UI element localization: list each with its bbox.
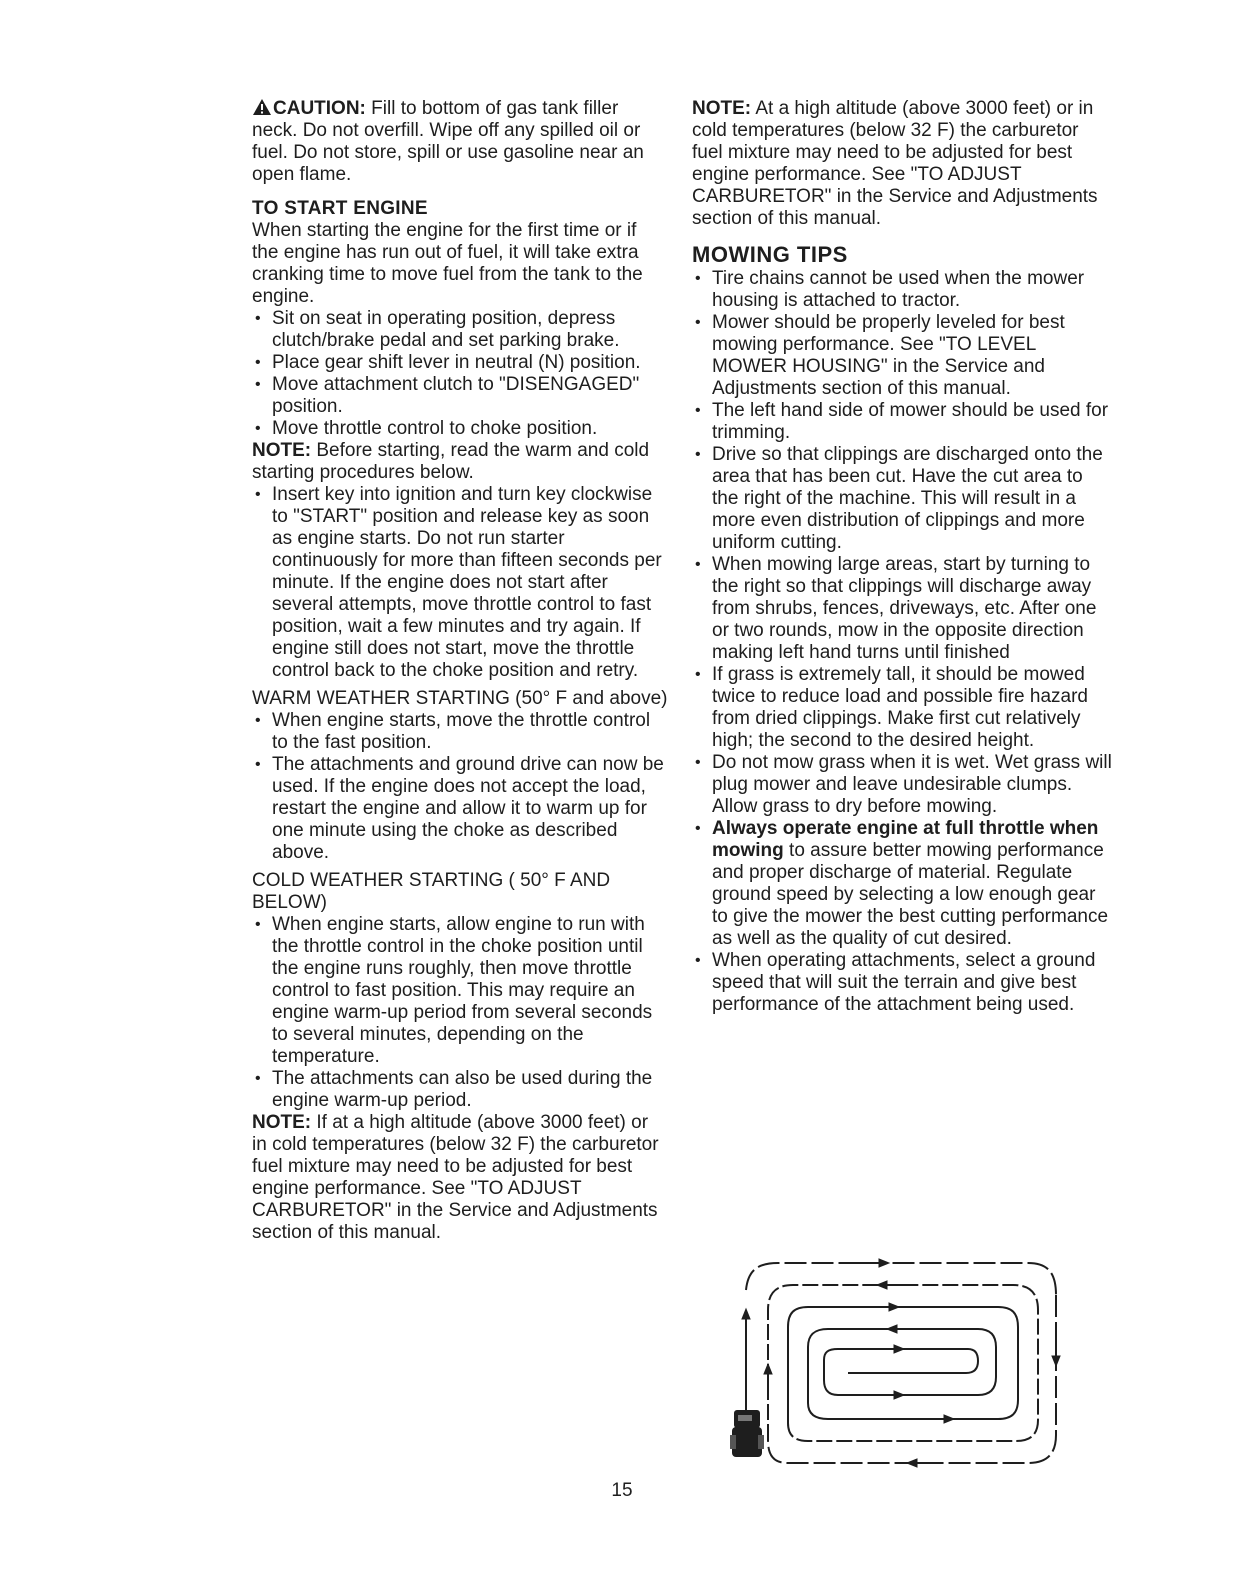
altitude-note-right: [692, 98, 1112, 230]
list-item: • Drive so that clippings are discharged onto the area that has been cut. Have the cut area to the right of the machine. This will result in a more even distribution of clippings and more uniform cutting.: [692, 444, 1112, 554]
page-number: 15: [611, 1480, 633, 1501]
right-column: [692, 98, 1112, 1016]
list-item: • Do not mow grass when it is wet. Wet grass will plug mower and leave undesirable clumps. Allow grass to dry before mowing.: [692, 752, 1112, 818]
start-engine-intro: When starting the engine for the first time or if the engine has run out of fuel, it will take extra cranking time to move fuel from the tank to the engine.: [252, 220, 643, 307]
list-item: • Move throttle control to choke position.: [252, 418, 668, 440]
caution-label: CAUTION:: [273, 98, 366, 119]
list-item: • Sit on seat in operating position, depress clutch/brake pedal and set parking brake.: [252, 308, 668, 352]
start-engine-note: [252, 440, 668, 484]
throttle-bold-text: Always operate engine at full throttle when mowing: [712, 818, 1099, 861]
list-item: • Place gear shift lever in neutral (N) position.: [252, 352, 668, 374]
note-text: Before starting, read the warm and cold starting procedures below.: [252, 440, 650, 483]
start-engine-steps: [252, 308, 668, 440]
list-item: [692, 818, 1112, 950]
caution-paragraph: [252, 98, 668, 186]
tractor-icon: [730, 1410, 764, 1457]
list-item: • If grass is extremely tall, it should be mowed twice to reduce load and possible fire hazard from dried clippings. Make first cut relatively high; the second to the desired height.: [692, 664, 1112, 752]
list-item: • When engine starts, allow engine to run with the throttle control in the choke position until the engine runs roughly, then move throttle control to fast position. This may require an engine warm-up period from several seconds to several minutes, depending on the temperature.: [252, 914, 668, 1068]
note-text: At a high altitude (above 3000 feet) or in cold temperatures (below 32 F) the carburetor fuel mixture may need to be adjusted for best engine performance. See "TO ADJUST CARBURETOR" in the Service and Adjustments section of this manual.: [692, 98, 1098, 229]
throttle-text: to assure better mowing performance and proper discharge of material. Regulate ground speed by selecting a low enough gear to give the mower the best cutting performance as well as the quality of cut desired.: [712, 840, 1109, 949]
cold-weather-list: [252, 914, 668, 1112]
start-engine-steps-2: [252, 484, 668, 682]
list-item: • The left hand side of mower should be used for trimming.: [692, 400, 1112, 444]
caution-text: Fill to bottom of gas tank filler neck. Do not overfill. Wipe off any spilled oil or fuel. Do not store, spill or use gasoline near an open flame.: [252, 98, 644, 185]
altitude-note: [252, 1112, 668, 1244]
note-label: NOTE:: [692, 98, 752, 119]
mowing-pattern-diagram: [728, 1255, 1068, 1470]
mowing-tips-heading: MOWING TIPS: [692, 242, 848, 267]
mowing-tips-list: [692, 268, 1112, 1016]
list-item: • When mowing large areas, start by turning to the right so that clippings will discharge away from shrubs, fences, driveways, etc. After one or two rounds, mow in the opposite direction making left hand turns until finished: [692, 554, 1112, 664]
start-engine-heading: TO START ENGINE: [252, 198, 428, 219]
note-text: If at a high altitude (above 3000 feet) or in cold temperatures (below 32 F) the carburetor fuel mixture may need to be adjusted for best engine performance. See "TO ADJUST CARBURETOR" in the Service and Adjustments section of this manual.: [252, 1112, 659, 1243]
cold-weather-heading: COLD WEATHER STARTING ( 50° F AND BELOW): [252, 870, 611, 913]
left-column: [252, 98, 668, 1244]
list-item: • Insert key into ignition and turn key clockwise to "START" position and release key as soon as engine starts. Do not run starter continuously for more than fifteen seconds per minute. If the engine does not start after several attempts, move throttle control to fast position, wait a few minutes and try again. If engine still does not start, move the throttle control back to the choke position and retry.: [252, 484, 668, 682]
list-item: • The attachments and ground drive can now be used. If the engine does not accept the load, restart the engine and allow it to warm up for one minute using the choke as described above.: [252, 754, 668, 864]
note-label: NOTE:: [252, 440, 312, 461]
list-item: • Tire chains cannot be used when the mower housing is attached to tractor.: [692, 268, 1112, 312]
note-label: NOTE:: [252, 1112, 312, 1133]
warm-weather-list: [252, 710, 668, 864]
warning-triangle-icon: [252, 98, 272, 116]
list-item: • The attachments can also be used during the engine warm-up period.: [252, 1068, 668, 1112]
list-item: • Move attachment clutch to "DISENGAGED" position.: [252, 374, 668, 418]
list-item: • When engine starts, move the throttle control to the fast position.: [252, 710, 668, 754]
list-item: • When operating attachments, select a ground speed that will suit the terrain and give best performance of the attachment being used.: [692, 950, 1112, 1016]
list-item: • Mower should be properly leveled for best mowing performance. See "TO LEVEL MOWER HOUSING" in the Service and Adjustments section of this manual.: [692, 312, 1112, 400]
warm-weather-heading: WARM WEATHER STARTING (50° F and above): [252, 688, 668, 709]
